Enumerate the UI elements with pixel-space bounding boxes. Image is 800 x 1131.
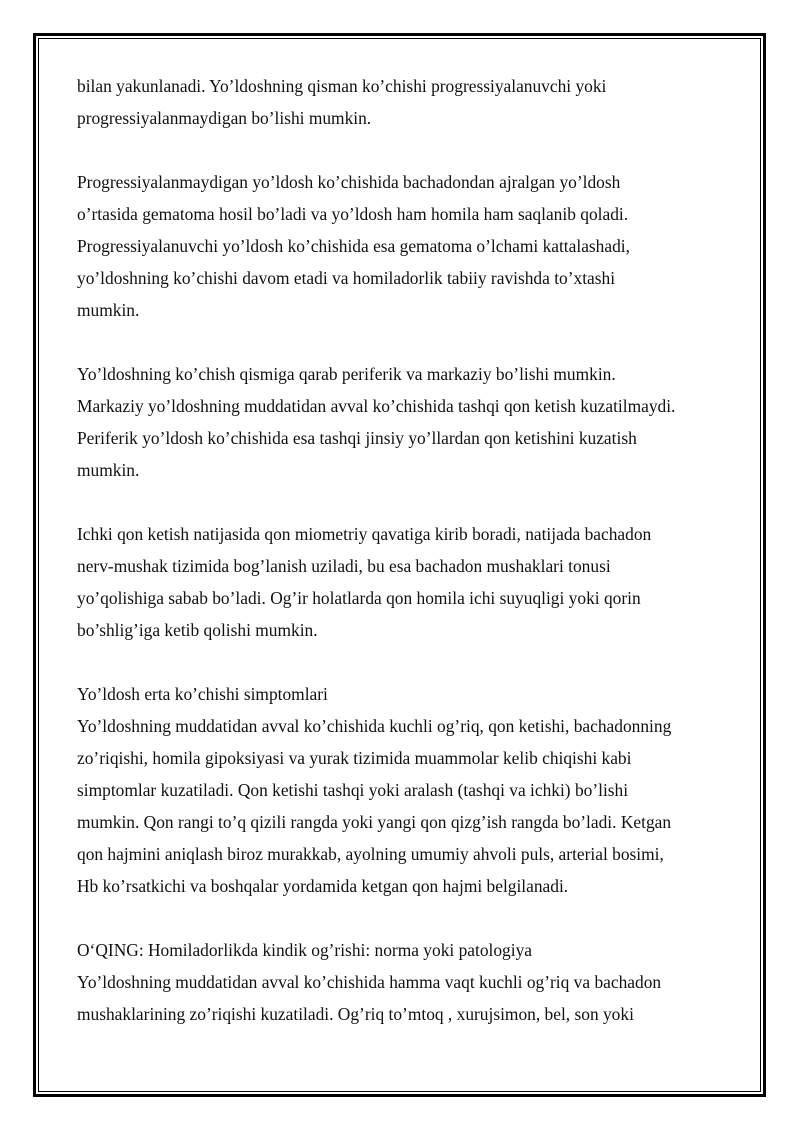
paragraph-peripheral-central: Yo’ldoshning ko’chish qismiga qarab periferik va markaziy bo’lishi mumkin. Markaziy yo’ldoshning muddatidan avval ko’chishida tashqi qon ketish kuzatilmaydi. Periferik yo’ldosh ko’chishida esa tashqi jinsiy yo’llardan qon ketishini kuzatish mumkin.	[77, 364, 676, 480]
section-heading-symptoms: Yo’ldosh erta ko’chishi simptomlari	[77, 684, 328, 704]
paragraph-pain: Yo’ldoshning muddatidan avval ko’chishida hamma vaqt kuchli og’riq va bachadon mushaklarining zo’riqishi kuzatiladi. Og’riq to’mtoq , xurujsimon, bel, son yoki	[77, 972, 662, 1024]
read-also-link[interactable]: O‘QING: Homiladorlikda kindik og’rishi: norma yoki patologiya	[77, 940, 532, 960]
paragraph-non-progressive-abruption: Progressiyalanmaydigan yo’ldosh ko’chishida bachadondan ajralgan yo’ldosh o’rtasida gematoma hosil bo’ladi va yo’ldosh ham homila ham saqlanib qoladi. Progressiyalanuvchi yo’ldosh ko’chishida esa gematoma o’lchami kattalashadi, yo’ldoshning ko’chishi davom etadi va homiladorlik tabiiy ravishda to’xtashi mumkin.	[77, 172, 630, 320]
paragraph-internal-bleeding: Ichki qon ketish natijasida qon miometriy qavatiga kirib boradi, natijada bachadon nerv-mushak tizimida bog’lanish uziladi, bu esa bachadon mushaklari tonusi yo’qolishiga sabab bo’ladi. Og’ir holatlarda qon homila ichi suyuqligi yoki qorin bo’shlig’iga ketib qolishi mumkin.	[77, 524, 652, 640]
paragraph-symptoms: Yo’ldoshning muddatidan avval ko’chishida kuchli og’riq, qon ketishi, bachadonning zo’riqishi, homila gipoksiyasi va yurak tizimida muammolar kelib chiqishi kabi simptomlar kuzatiladi. Qon ketishi tashqi yoki aralash (tashqi va ichki) bo’lishi mumkin. Qon rangi to’q qizili rangda yoki yangi qon qizg’ish rangda bo’ladi. Ketgan qon hajmini aniqlash biroz murakkab, ayolning umumiy ahvoli puls, arterial bosimi, Hb ko’rsatkichi va boshqalar yordamida ketgan qon hajmi belgilanadi.	[77, 716, 672, 896]
paragraph-partial-abruption: bilan yakunlanadi. Yo’ldoshning qisman ko’chishi progressiyalanuvchi yoki progressiyalanmaydigan bo’lishi mumkin.	[77, 76, 607, 128]
document-body	[77, 70, 737, 1030]
